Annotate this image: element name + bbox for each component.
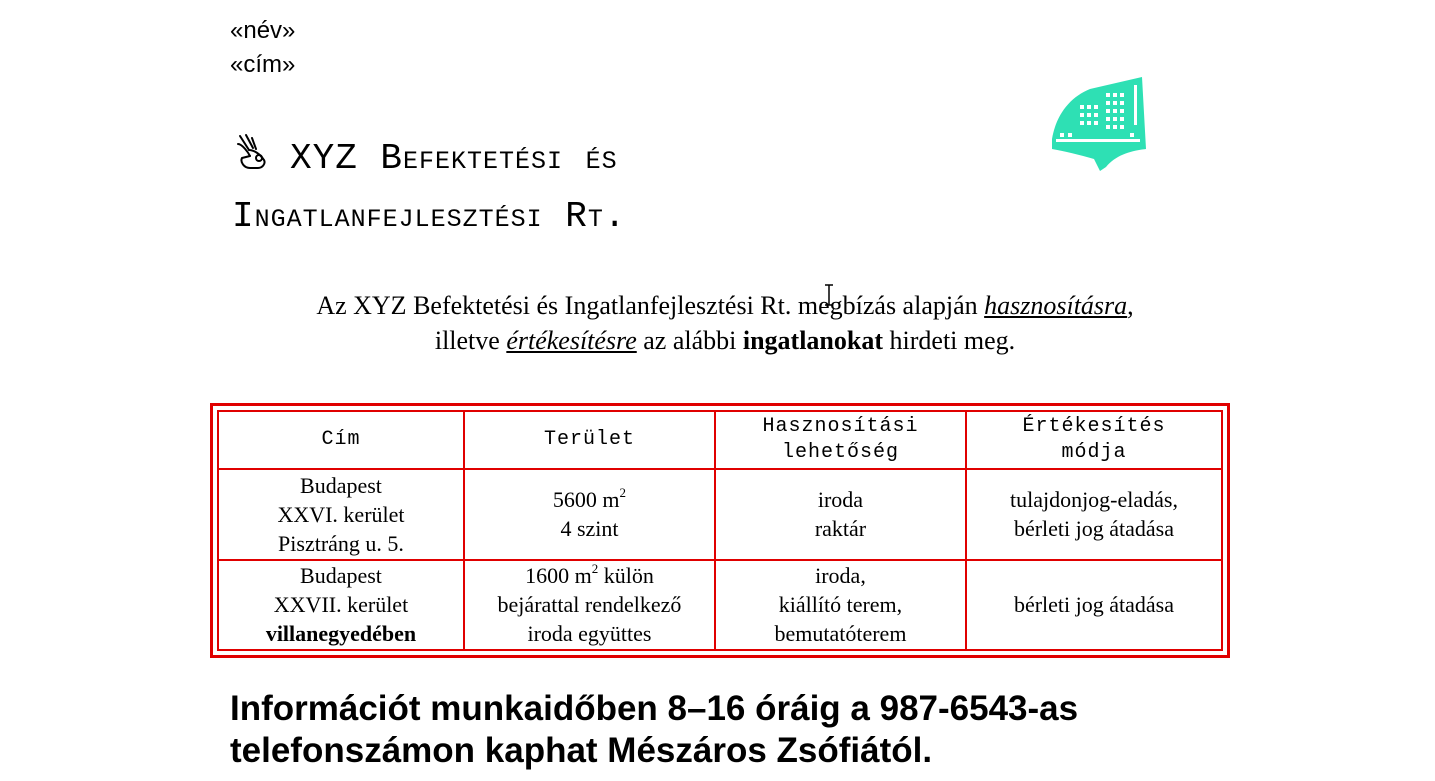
area-floors: 4 szint xyxy=(560,516,619,542)
area-unit-sup: 2 xyxy=(619,485,627,501)
intro-comma: , xyxy=(1127,291,1134,320)
intro-text-1: Az XYZ Befektetési és Ingatlanfejlesztési Rt. megbízás alapján xyxy=(316,291,985,320)
cell-address xyxy=(218,469,464,560)
company-title-line-1 xyxy=(232,130,626,188)
header-usage-line-1: Hasznosítási xyxy=(762,415,919,438)
contact-info xyxy=(230,688,1078,772)
address-city: Budapest xyxy=(300,563,382,589)
area-value-line xyxy=(471,485,708,514)
header-sale-line-1: Értékesítés xyxy=(1022,415,1166,438)
header-sale-line-2: módja xyxy=(1061,441,1127,464)
table-row xyxy=(218,560,1222,651)
address-street: Pisztráng u. 5. xyxy=(278,530,404,556)
cell-usage xyxy=(715,469,966,560)
recipient-name-placeholder: «név» xyxy=(230,17,296,44)
usage-item: raktár xyxy=(814,516,867,542)
header-sale-method xyxy=(966,411,1222,469)
intro-text-2: illetve xyxy=(434,326,507,355)
cell-sale-method xyxy=(966,560,1222,651)
company-title-text-1: XYZ Befektetési és xyxy=(290,138,618,179)
table-header-row xyxy=(218,411,1222,469)
property-table-frame xyxy=(210,403,1230,658)
cell-usage xyxy=(715,560,966,651)
header-address: Cím xyxy=(218,411,464,469)
usage-item: iroda xyxy=(817,487,864,513)
area-detail: bejárattal rendelkező xyxy=(497,592,682,618)
usage-item: kiállító terem, xyxy=(778,592,903,618)
contact-info-line-1: Információt munkaidőben 8–16 óráig a 987-6543-as xyxy=(230,689,1079,728)
sale-item: bérleti jog átadása xyxy=(1013,516,1174,542)
area-detail: iroda együttes xyxy=(527,621,652,647)
intro-text-3: az alábbi xyxy=(636,326,743,355)
property-table xyxy=(217,410,1223,651)
area-value-line xyxy=(471,561,708,590)
header-usage-line-2: lehetőség xyxy=(781,441,899,464)
header-area: Terület xyxy=(464,411,715,469)
hand-ok-icon xyxy=(232,132,272,172)
intro-term-properties: ingatlanokat xyxy=(742,326,884,355)
building-logo-icon xyxy=(1050,75,1146,171)
cell-sale-method xyxy=(966,469,1222,560)
recipient-address-placeholder: «cím» xyxy=(230,51,296,78)
header-usage xyxy=(715,411,966,469)
address-city: Budapest xyxy=(300,472,382,498)
cell-address xyxy=(218,560,464,651)
cell-area xyxy=(464,560,715,651)
intro-text-4: hirdeti meg. xyxy=(883,326,1016,355)
area-value: 5600 m xyxy=(552,487,620,513)
sale-item: bérleti jog átadása xyxy=(1013,592,1174,618)
area-unit-sup: 2 xyxy=(591,561,599,577)
address-district: XXVII. kerület xyxy=(273,592,409,618)
area-value: 1600 m xyxy=(525,563,592,589)
intro-term-sale: értékesítésre xyxy=(506,326,637,355)
usage-item: bemutatóterem xyxy=(774,621,907,647)
company-title xyxy=(232,130,626,246)
cell-area xyxy=(464,469,715,560)
sale-item: tulajdonjog-eladás, xyxy=(1009,487,1178,513)
address-area: villanegyedében xyxy=(265,621,417,647)
address-district: XXVI. kerület xyxy=(277,501,405,527)
intro-paragraph xyxy=(200,288,1250,358)
intro-term-utilization: hasznosításra xyxy=(984,291,1128,320)
contact-info-line-2: telefonszámon kaphat Mészáros Zsófiától. xyxy=(230,731,933,770)
area-suffix: külön xyxy=(598,563,654,589)
table-row xyxy=(218,469,1222,560)
company-title-line-2: Ingatlanfejlesztési Rt. xyxy=(232,196,627,237)
usage-item: iroda, xyxy=(815,563,866,589)
